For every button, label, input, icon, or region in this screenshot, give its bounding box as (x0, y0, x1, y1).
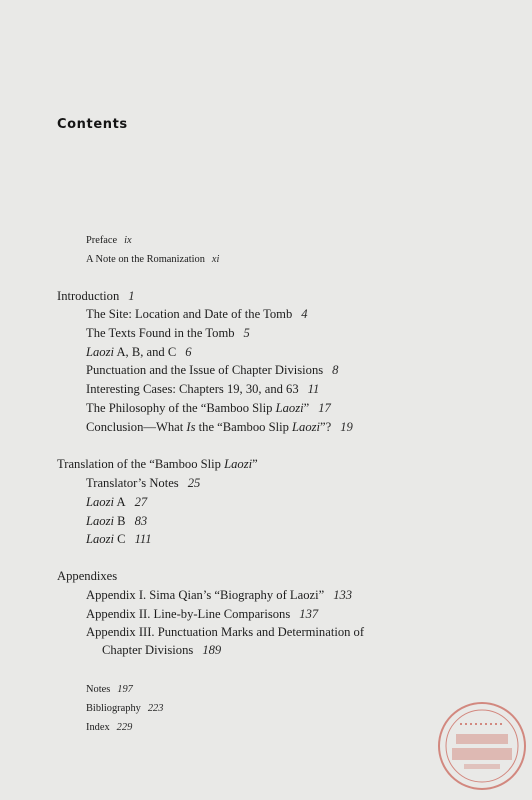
toc-entry-appendix-2 (86, 606, 318, 622)
toc-entry-laozi-b (86, 513, 147, 529)
toc-entry-punctuation (86, 362, 338, 378)
toc-entry-philosophy (86, 400, 331, 416)
toc-page-number: 5 (243, 326, 250, 340)
toc-page-number: 11 (307, 382, 320, 396)
toc-section-appendixes (57, 568, 117, 584)
toc-page-number: 6 (185, 345, 192, 359)
toc-entry-label: Introduction (57, 289, 120, 303)
toc-entry-label: The Site: Location and Date of the Tomb (86, 307, 293, 321)
toc-page-number: 189 (202, 643, 222, 657)
toc-page-number: ix (124, 235, 132, 246)
toc-entry-laozi-c (86, 531, 152, 547)
toc-page-number: 223 (147, 703, 164, 714)
toc-page-number: 4 (301, 307, 308, 321)
toc-entry-bibliography (86, 701, 163, 717)
toc-page-number: xi (211, 254, 220, 265)
toc-page-number: 27 (134, 495, 148, 509)
toc-entry-label: Notes (86, 684, 111, 695)
toc-page-number: 83 (134, 514, 148, 528)
toc-entry-label: Punctuation and the Issue of Chapter Divisions (86, 363, 324, 377)
toc-entry-label: Appendixes (57, 569, 118, 583)
toc-entry-label: A Note on the Romanization (86, 254, 205, 265)
toc-entry-label: A, B, and C (114, 345, 177, 359)
toc-entry-label: The Philosophy of the “Bamboo Slip (86, 401, 276, 415)
toc-title-italic: Laozi (86, 345, 114, 359)
toc-entry-label: Bibliography (86, 703, 141, 714)
toc-entry-label: Translation of the “Bamboo Slip (57, 457, 225, 471)
watermark-seal-icon (436, 700, 528, 792)
toc-page-number: 111 (134, 532, 152, 546)
toc-section-translation (57, 456, 258, 472)
toc-entry-preface (86, 233, 132, 249)
toc-entry-label-mid: the “Bamboo Slip (195, 420, 293, 434)
toc-entry-translators-notes (86, 475, 200, 491)
toc-entry-label: C (114, 532, 126, 546)
toc-title-italic: Laozi (86, 532, 114, 546)
toc-entry-conclusion (86, 419, 353, 435)
toc-entry-label: Chapter Divisions (102, 643, 194, 657)
toc-entry-label: Appendix III. Punctuation Marks and Determination of (86, 625, 365, 639)
toc-page-number: 133 (333, 588, 353, 602)
toc-entry-appendix-3-cont (102, 642, 221, 658)
toc-entry-romanization-note (86, 252, 219, 268)
toc-entry-appendix-3 (86, 624, 364, 640)
toc-title-italic: Laozi (275, 401, 304, 415)
toc-entry-label: Appendix I. Sima Qian’s “Biography of Laozi” (86, 588, 325, 602)
contents-heading: Contents (57, 117, 128, 132)
toc-page-number: 197 (117, 684, 133, 695)
toc-entry-label: Index (86, 722, 110, 733)
toc-entry-label: A (114, 495, 126, 509)
toc-title-italic: Laozi (224, 457, 253, 471)
toc-page-number: 1 (128, 289, 135, 303)
toc-page-number: 17 (318, 401, 331, 415)
toc-entry-label: Translator’s Notes (86, 476, 179, 490)
toc-title-italic: Laozi (86, 514, 114, 528)
toc-page-number: 25 (187, 476, 201, 490)
toc-entry-label: Conclusion—What (86, 420, 187, 434)
toc-title-italic: Laozi (86, 495, 114, 509)
toc-title-italic: Laozi (292, 420, 321, 434)
toc-page-number: 137 (299, 607, 319, 621)
toc-entry-label-end: ” (252, 457, 258, 471)
toc-entry-label: Appendix II. Line-by-Line Comparisons (86, 607, 291, 621)
toc-entry-site (86, 306, 308, 322)
toc-entry-texts (86, 325, 250, 341)
toc-entry-laozi-a (86, 494, 147, 510)
toc-entry-label: B (114, 514, 126, 528)
toc-entry-appendix-1 (86, 587, 352, 603)
toc-entry-index (86, 720, 132, 736)
toc-section-introduction (57, 288, 135, 304)
toc-entry-label-end: ”? (320, 420, 332, 434)
toc-page-number: 19 (340, 420, 353, 434)
toc-entry-label: Preface (86, 235, 118, 246)
toc-page-number: 229 (116, 722, 133, 733)
toc-entry-label-end: ” (303, 401, 310, 415)
toc-page-number: 8 (332, 363, 339, 377)
toc-entry-interesting-cases (86, 381, 319, 397)
toc-entry-notes (86, 682, 133, 698)
toc-word-italic: Is (186, 420, 196, 434)
toc-entry-label: The Texts Found in the Tomb (86, 326, 235, 340)
toc-entry-laozi-abc (86, 344, 192, 360)
toc-entry-label: Interesting Cases: Chapters 19, 30, and 63 (86, 382, 299, 396)
